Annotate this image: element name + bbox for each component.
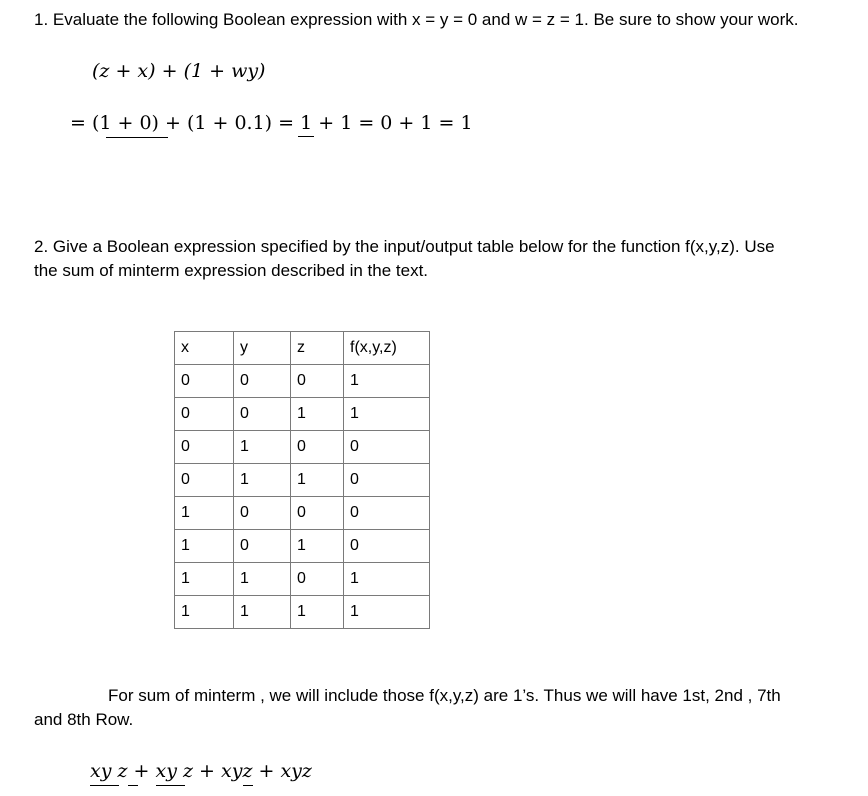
cell-x: 1 <box>175 563 234 596</box>
cell-f: 0 <box>344 464 430 497</box>
cell-x: 0 <box>175 431 234 464</box>
cell-x: 1 <box>175 497 234 530</box>
evaluation-lhs: (1 + 0) + (1 + 0.1) <box>92 112 272 134</box>
cell-f: 0 <box>344 431 430 464</box>
cell-y: 0 <box>234 398 291 431</box>
plus-1: + <box>127 760 156 782</box>
cell-z: 0 <box>291 563 344 596</box>
minterm-1-bar <box>90 785 119 786</box>
truth-table <box>174 331 430 629</box>
minterm-2-bar <box>156 785 185 786</box>
cell-z: 0 <box>291 431 344 464</box>
table-row <box>175 563 430 596</box>
question-2-prompt-line-2: the sum of minterm expression described in the text. <box>34 261 429 280</box>
table-row <box>175 431 430 464</box>
expression-term-z-plus-x: (z + x) <box>92 60 156 82</box>
header-z: z <box>291 332 344 365</box>
evaluation-one-overbar: 1 <box>300 112 312 134</box>
question-1-evaluation <box>70 112 473 134</box>
table-row <box>175 365 430 398</box>
cell-z: 1 <box>291 596 344 629</box>
cell-z: 1 <box>291 530 344 563</box>
header-x: x <box>175 332 234 365</box>
explanation-line-1: For sum of minterm , we will include those f(x,y,z) are 1’s. Thus we will have 1st, 2nd , 7th <box>108 686 781 705</box>
question-2-prompt-line-1: 2. Give a Boolean expression specified by the input/output table below for the function f(x,y,z). Use <box>34 237 775 256</box>
cell-y: 0 <box>234 497 291 530</box>
explanation-line-2: and 8th Row. <box>34 710 134 729</box>
minterm-3-bar <box>243 785 253 786</box>
cell-z: 1 <box>291 464 344 497</box>
plus-2: + <box>193 760 221 782</box>
table-row <box>175 530 430 563</box>
minterm-answer <box>90 760 312 782</box>
question-1-expression <box>92 60 265 82</box>
evaluation-lhs-underline <box>106 137 168 138</box>
cell-f: 1 <box>344 596 430 629</box>
cell-f: 1 <box>344 563 430 596</box>
cell-y: 1 <box>234 464 291 497</box>
truth-table-header-row <box>175 332 430 365</box>
cell-x: 0 <box>175 365 234 398</box>
minterm-3: xyz <box>221 760 252 782</box>
minterm-1-bar-z <box>128 785 138 786</box>
minterm-1: xy z <box>90 760 128 782</box>
expression-term-1-plus-wy: (1 + wy) <box>183 60 266 82</box>
cell-z: 1 <box>291 398 344 431</box>
cell-y: 1 <box>234 431 291 464</box>
cell-z: 0 <box>291 497 344 530</box>
question-1-prompt: 1. Evaluate the following Boolean expression with x = y = 0 and w = z = 1. Be sure to show your work. <box>34 10 799 29</box>
cell-x: 1 <box>175 596 234 629</box>
cell-y: 0 <box>234 530 291 563</box>
evaluation-prefix: = <box>70 112 92 134</box>
minterm-2: xy z <box>156 760 194 782</box>
expression-plus: + <box>155 60 184 82</box>
evaluation-rest: + 1 = 0 + 1 = 1 <box>312 112 473 134</box>
cell-y: 1 <box>234 596 291 629</box>
cell-x: 0 <box>175 464 234 497</box>
cell-f: 1 <box>344 398 430 431</box>
header-y: y <box>234 332 291 365</box>
table-row <box>175 596 430 629</box>
plus-3: + <box>252 760 281 782</box>
cell-f: 0 <box>344 497 430 530</box>
cell-f: 1 <box>344 365 430 398</box>
evaluation-one-bar <box>298 136 314 137</box>
cell-x: 0 <box>175 398 234 431</box>
cell-x: 1 <box>175 530 234 563</box>
table-row <box>175 497 430 530</box>
table-row <box>175 398 430 431</box>
cell-f: 0 <box>344 530 430 563</box>
header-f: f(x,y,z) <box>344 332 430 365</box>
cell-y: 1 <box>234 563 291 596</box>
evaluation-equals: = <box>272 112 301 134</box>
minterm-4: xyz <box>280 760 312 782</box>
table-row <box>175 464 430 497</box>
cell-z: 0 <box>291 365 344 398</box>
cell-y: 0 <box>234 365 291 398</box>
